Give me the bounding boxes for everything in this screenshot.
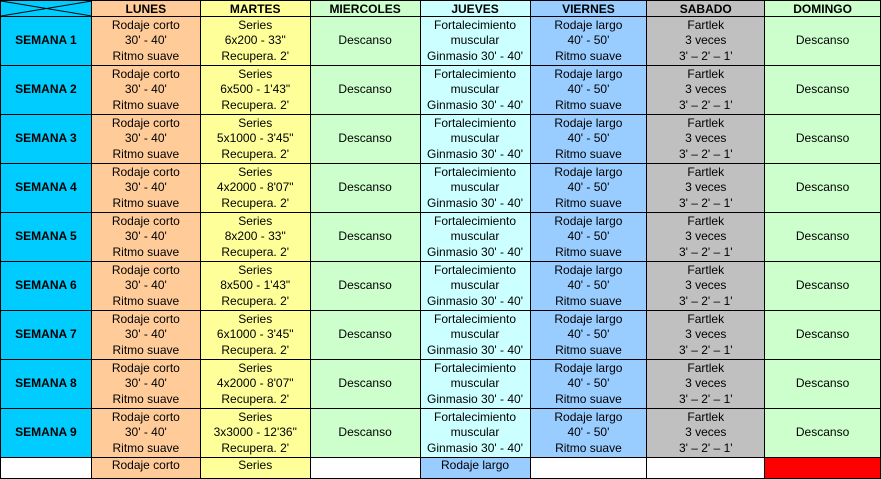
viernes-cell[interactable] bbox=[530, 17, 647, 66]
sabado-line: Fartlek bbox=[687, 214, 725, 229]
sabado-line: Fartlek bbox=[687, 18, 725, 33]
week-row bbox=[1, 360, 881, 409]
martes-line: Series bbox=[238, 263, 273, 278]
partial-sabado-cell[interactable] bbox=[647, 458, 765, 479]
martes-cell[interactable] bbox=[200, 409, 310, 458]
martes-line: Series bbox=[238, 361, 273, 376]
jueves-line: Fortalecimiento bbox=[434, 312, 517, 327]
partial-lunes-text: Rodaje corto bbox=[111, 458, 180, 472]
lunes-line: Rodaje corto bbox=[111, 410, 180, 425]
sabado-line: Fartlek bbox=[687, 361, 725, 376]
partial-domingo-cell[interactable] bbox=[765, 458, 881, 479]
jueves-line: Ginmasio 30' - 40' bbox=[427, 146, 523, 161]
lunes-line: Ritmo suave bbox=[112, 48, 180, 63]
lunes-line: Ritmo suave bbox=[112, 97, 180, 112]
jueves-line: muscular bbox=[450, 327, 500, 342]
jueves-line: Fortalecimiento bbox=[434, 263, 517, 278]
week-label-cell[interactable]: SEMANA 8 bbox=[1, 360, 92, 409]
week-label-cell[interactable]: SEMANA 3 bbox=[1, 115, 92, 164]
viernes-line: 40' - 50' bbox=[567, 82, 610, 97]
jueves-line: muscular bbox=[450, 33, 500, 48]
miercoles-text: Descanso bbox=[338, 376, 392, 391]
jueves-cell[interactable] bbox=[420, 262, 530, 311]
jueves-line: muscular bbox=[450, 278, 500, 293]
jueves-line: Ginmasio 30' - 40' bbox=[427, 342, 523, 357]
partial-row bbox=[1, 458, 881, 479]
martes-cell[interactable] bbox=[200, 311, 310, 360]
viernes-line: Ritmo suave bbox=[555, 391, 622, 406]
lunes-line: Ritmo suave bbox=[112, 195, 180, 210]
sabado-line: 3 veces bbox=[685, 33, 727, 48]
martes-line: 6x200 - 33" bbox=[224, 33, 286, 48]
jueves-line: Fortalecimiento bbox=[434, 410, 517, 425]
partial-martes-text: Series bbox=[238, 458, 273, 472]
martes-line: Recupera. 2' bbox=[221, 48, 290, 63]
sabado-line: 3 veces bbox=[685, 376, 727, 391]
martes-line: Recupera. 2' bbox=[221, 244, 290, 259]
sabado-line: 3 veces bbox=[685, 82, 727, 97]
lunes-cell[interactable] bbox=[91, 115, 200, 164]
miercoles-text: Descanso bbox=[338, 180, 392, 195]
lunes-line: 30' - 40' bbox=[124, 376, 167, 391]
sabado-line: Fartlek bbox=[687, 263, 725, 278]
sabado-line: 3' – 2' – 1' bbox=[678, 97, 733, 112]
viernes-cell[interactable] bbox=[530, 262, 647, 311]
week-label-cell[interactable]: SEMANA 1 bbox=[1, 17, 92, 66]
jueves-line: Fortalecimiento bbox=[434, 116, 517, 131]
sabado-cell[interactable] bbox=[647, 213, 765, 262]
sabado-line: 3' – 2' – 1' bbox=[678, 342, 733, 357]
martes-line: Series bbox=[238, 410, 273, 425]
lunes-cell[interactable] bbox=[91, 360, 200, 409]
viernes-cell[interactable] bbox=[530, 115, 647, 164]
corner-cell bbox=[1, 1, 92, 17]
week-label-cell[interactable]: SEMANA 2 bbox=[1, 66, 92, 115]
viernes-line: Ritmo suave bbox=[555, 440, 622, 455]
viernes-line: Rodaje largo bbox=[554, 361, 623, 376]
domingo-cell[interactable] bbox=[765, 262, 881, 311]
viernes-line: Rodaje largo bbox=[554, 18, 623, 33]
martes-cell[interactable] bbox=[200, 17, 310, 66]
sabado-line: 3 veces bbox=[685, 229, 727, 244]
viernes-line: Ritmo suave bbox=[555, 146, 622, 161]
martes-line: Series bbox=[238, 165, 273, 180]
header-lunes[interactable]: LUNES bbox=[91, 1, 200, 17]
jueves-line: Ginmasio 30' - 40' bbox=[427, 97, 523, 112]
lunes-line: 30' - 40' bbox=[124, 82, 167, 97]
lunes-cell[interactable] bbox=[91, 164, 200, 213]
viernes-line: 40' - 50' bbox=[567, 180, 610, 195]
miercoles-text: Descanso bbox=[338, 131, 392, 146]
viernes-line: Rodaje largo bbox=[554, 263, 623, 278]
sabado-cell[interactable] bbox=[647, 311, 765, 360]
domingo-text: Descanso bbox=[795, 278, 850, 293]
domingo-text: Descanso bbox=[795, 131, 850, 146]
viernes-cell[interactable] bbox=[530, 164, 647, 213]
martes-cell[interactable] bbox=[200, 262, 310, 311]
viernes-line: 40' - 50' bbox=[567, 327, 610, 342]
sabado-line: 3' – 2' – 1' bbox=[678, 244, 733, 259]
viernes-cell[interactable] bbox=[530, 409, 647, 458]
miercoles-text: Descanso bbox=[338, 82, 392, 97]
lunes-line: Rodaje corto bbox=[111, 67, 180, 82]
lunes-cell[interactable] bbox=[91, 213, 200, 262]
sabado-line: 3 veces bbox=[685, 327, 727, 342]
jueves-line: Fortalecimiento bbox=[434, 361, 517, 376]
martes-cell[interactable] bbox=[200, 66, 310, 115]
martes-line: Recupera. 2' bbox=[221, 195, 290, 210]
partial-lunes-cell[interactable] bbox=[91, 458, 200, 479]
martes-cell[interactable] bbox=[200, 213, 310, 262]
domingo-text: Descanso bbox=[795, 33, 850, 48]
lunes-cell[interactable] bbox=[91, 66, 200, 115]
martes-cell[interactable] bbox=[200, 164, 310, 213]
partial-miercoles-cell[interactable] bbox=[310, 458, 420, 479]
header-viernes[interactable]: VIERNES bbox=[530, 1, 647, 17]
viernes-cell[interactable] bbox=[530, 360, 647, 409]
jueves-line: Fortalecimiento bbox=[434, 165, 517, 180]
sabado-line: 3' – 2' – 1' bbox=[678, 293, 733, 308]
viernes-line: Ritmo suave bbox=[555, 293, 622, 308]
martes-line: Recupera. 2' bbox=[221, 391, 290, 406]
lunes-line: Rodaje corto bbox=[111, 361, 180, 376]
lunes-line: 30' - 40' bbox=[124, 327, 167, 342]
lunes-line: Rodaje corto bbox=[111, 18, 180, 33]
sabado-line: 3 veces bbox=[685, 278, 727, 293]
domingo-text: Descanso bbox=[795, 376, 850, 391]
viernes-line: 40' - 50' bbox=[567, 376, 610, 391]
sabado-line: Fartlek bbox=[687, 165, 725, 180]
sabado-line: 3 veces bbox=[685, 180, 727, 195]
jueves-cell[interactable] bbox=[420, 311, 530, 360]
lunes-cell[interactable] bbox=[91, 311, 200, 360]
martes-line: Recupera. 2' bbox=[221, 146, 290, 161]
week-row bbox=[1, 409, 881, 458]
header-martes[interactable]: MARTES bbox=[200, 1, 310, 17]
lunes-line: Rodaje corto bbox=[111, 263, 180, 278]
sabado-line: Fartlek bbox=[687, 312, 725, 327]
viernes-line: Rodaje largo bbox=[554, 410, 623, 425]
sabado-cell[interactable] bbox=[647, 164, 765, 213]
viernes-line: Rodaje largo bbox=[554, 116, 623, 131]
jueves-cell[interactable] bbox=[420, 164, 530, 213]
lunes-line: Ritmo suave bbox=[112, 342, 180, 357]
miercoles-cell[interactable] bbox=[310, 262, 420, 311]
week-label-cell[interactable]: SEMANA 5 bbox=[1, 213, 92, 262]
miercoles-text: Descanso bbox=[338, 327, 392, 342]
lunes-line: Ritmo suave bbox=[112, 146, 180, 161]
lunes-line: 30' - 40' bbox=[124, 278, 167, 293]
miercoles-cell[interactable] bbox=[310, 311, 420, 360]
miercoles-text: Descanso bbox=[338, 278, 392, 293]
miercoles-text: Descanso bbox=[338, 425, 392, 440]
sabado-line: Fartlek bbox=[687, 410, 725, 425]
domingo-cell[interactable] bbox=[765, 213, 881, 262]
lunes-line: 30' - 40' bbox=[124, 229, 167, 244]
lunes-line: Ritmo suave bbox=[112, 244, 180, 259]
martes-line: 8x200 - 33" bbox=[224, 229, 286, 244]
lunes-line: Ritmo suave bbox=[112, 293, 180, 308]
week-row bbox=[1, 311, 881, 360]
domingo-text: Descanso bbox=[795, 82, 850, 97]
jueves-cell[interactable] bbox=[420, 115, 530, 164]
jueves-line: Ginmasio 30' - 40' bbox=[427, 195, 523, 210]
miercoles-cell[interactable] bbox=[310, 66, 420, 115]
jueves-cell[interactable] bbox=[420, 409, 530, 458]
sabado-line: 3' – 2' – 1' bbox=[678, 391, 733, 406]
martes-line: Recupera. 2' bbox=[221, 342, 290, 357]
jueves-line: Fortalecimiento bbox=[434, 18, 517, 33]
martes-line: Series bbox=[238, 67, 273, 82]
viernes-line: Ritmo suave bbox=[555, 244, 622, 259]
martes-line: Recupera. 2' bbox=[221, 293, 290, 308]
week-label-cell[interactable]: SEMANA 7 bbox=[1, 311, 92, 360]
miercoles-text: Descanso bbox=[338, 229, 392, 244]
sabado-line: 3' – 2' – 1' bbox=[678, 195, 733, 210]
jueves-line: muscular bbox=[450, 425, 500, 440]
domingo-cell[interactable] bbox=[765, 360, 881, 409]
miercoles-cell[interactable] bbox=[310, 115, 420, 164]
header-jueves[interactable]: JUEVES bbox=[420, 1, 530, 17]
jueves-line: muscular bbox=[450, 180, 500, 195]
miercoles-cell[interactable] bbox=[310, 164, 420, 213]
domingo-text: Descanso bbox=[795, 229, 850, 244]
viernes-line: 40' - 50' bbox=[567, 131, 610, 146]
header-row bbox=[1, 1, 881, 17]
lunes-cell[interactable] bbox=[91, 17, 200, 66]
lunes-line: Rodaje corto bbox=[111, 165, 180, 180]
martes-line: Recupera. 2' bbox=[221, 440, 290, 455]
jueves-line: muscular bbox=[450, 376, 500, 391]
martes-line: 4x2000 - 8'07" bbox=[216, 180, 294, 195]
domingo-text: Descanso bbox=[795, 425, 850, 440]
viernes-line: Rodaje largo bbox=[554, 312, 623, 327]
lunes-line: 30' - 40' bbox=[124, 425, 167, 440]
miercoles-cell[interactable] bbox=[310, 17, 420, 66]
viernes-line: Rodaje largo bbox=[554, 67, 623, 82]
viernes-line: 40' - 50' bbox=[567, 229, 610, 244]
miercoles-cell[interactable] bbox=[310, 360, 420, 409]
viernes-line: 40' - 50' bbox=[567, 278, 610, 293]
jueves-cell[interactable] bbox=[420, 213, 530, 262]
sabado-line: 3' – 2' – 1' bbox=[678, 440, 733, 455]
martes-line: Series bbox=[238, 116, 273, 131]
domingo-cell[interactable] bbox=[765, 409, 881, 458]
sabado-cell[interactable] bbox=[647, 360, 765, 409]
sabado-line: 3 veces bbox=[685, 425, 727, 440]
domingo-cell[interactable] bbox=[765, 66, 881, 115]
sabado-cell[interactable] bbox=[647, 262, 765, 311]
lunes-line: Ritmo suave bbox=[112, 391, 180, 406]
viernes-line: 40' - 50' bbox=[567, 425, 610, 440]
partial-week-cell[interactable] bbox=[1, 458, 92, 479]
viernes-cell[interactable] bbox=[530, 66, 647, 115]
lunes-line: 30' - 40' bbox=[124, 33, 167, 48]
sabado-cell[interactable] bbox=[647, 17, 765, 66]
viernes-line: Rodaje largo bbox=[554, 214, 623, 229]
viernes-line: Rodaje largo bbox=[554, 165, 623, 180]
week-row bbox=[1, 115, 881, 164]
martes-line: 6x500 - 1'43" bbox=[220, 82, 291, 97]
header-sabado[interactable]: SABADO bbox=[647, 1, 765, 17]
viernes-cell[interactable] bbox=[530, 311, 647, 360]
sabado-line: 3' – 2' – 1' bbox=[678, 48, 733, 63]
week-row bbox=[1, 262, 881, 311]
sabado-line: 3 veces bbox=[685, 131, 727, 146]
martes-line: Series bbox=[238, 214, 273, 229]
domingo-cell[interactable] bbox=[765, 164, 881, 213]
martes-line: 4x2000 - 8'07" bbox=[216, 376, 294, 391]
martes-line: 3x3000 - 12'36" bbox=[213, 425, 297, 440]
martes-line: 5x1000 - 3'45" bbox=[216, 131, 294, 146]
week-row bbox=[1, 213, 881, 262]
sabado-cell[interactable] bbox=[647, 409, 765, 458]
jueves-line: Ginmasio 30' - 40' bbox=[427, 244, 523, 259]
sabado-cell[interactable] bbox=[647, 66, 765, 115]
diagonal-cross-icon bbox=[1, 1, 91, 16]
sabado-line: Fartlek bbox=[687, 116, 725, 131]
sabado-line: 3' – 2' – 1' bbox=[678, 146, 733, 161]
viernes-line: Ritmo suave bbox=[555, 195, 622, 210]
jueves-line: Ginmasio 30' - 40' bbox=[427, 293, 523, 308]
jueves-line: muscular bbox=[450, 82, 500, 97]
partial-martes-cell[interactable] bbox=[200, 458, 310, 479]
jueves-cell[interactable] bbox=[420, 360, 530, 409]
jueves-line: Fortalecimiento bbox=[434, 67, 517, 82]
viernes-line: Ritmo suave bbox=[555, 48, 622, 63]
jueves-line: Fortalecimiento bbox=[434, 214, 517, 229]
martes-line: Series bbox=[238, 18, 273, 33]
jueves-line: Ginmasio 30' - 40' bbox=[427, 440, 523, 455]
viernes-line: Ritmo suave bbox=[555, 97, 622, 112]
viernes-line: 40' - 50' bbox=[567, 33, 610, 48]
lunes-line: 30' - 40' bbox=[124, 180, 167, 195]
jueves-line: Ginmasio 30' - 40' bbox=[427, 48, 523, 63]
header-miercoles[interactable]: MIERCOLES bbox=[310, 1, 420, 17]
viernes-cell[interactable] bbox=[530, 213, 647, 262]
lunes-line: Rodaje corto bbox=[111, 214, 180, 229]
partial-jueves-text: Rodaje largo bbox=[441, 458, 510, 472]
partial-jueves-cell[interactable] bbox=[420, 458, 530, 479]
jueves-cell[interactable] bbox=[420, 66, 530, 115]
miercoles-cell[interactable] bbox=[310, 409, 420, 458]
miercoles-text: Descanso bbox=[338, 33, 392, 48]
martes-line: 8x500 - 1'43" bbox=[220, 278, 291, 293]
viernes-line: Ritmo suave bbox=[555, 342, 622, 357]
jueves-line: muscular bbox=[450, 229, 500, 244]
lunes-cell[interactable] bbox=[91, 409, 200, 458]
martes-line: 6x1000 - 3'45" bbox=[216, 327, 294, 342]
week-row bbox=[1, 164, 881, 213]
lunes-cell[interactable] bbox=[91, 262, 200, 311]
domingo-text: Descanso bbox=[795, 327, 850, 342]
week-row bbox=[1, 66, 881, 115]
domingo-cell[interactable] bbox=[765, 17, 881, 66]
week-label-cell[interactable]: SEMANA 4 bbox=[1, 164, 92, 213]
domingo-cell[interactable] bbox=[765, 311, 881, 360]
martes-cell[interactable] bbox=[200, 115, 310, 164]
domingo-text: Descanso bbox=[795, 180, 850, 195]
lunes-line: Rodaje corto bbox=[111, 312, 180, 327]
sabado-cell[interactable] bbox=[647, 115, 765, 164]
martes-line: Recupera. 2' bbox=[221, 97, 290, 112]
partial-viernes-cell[interactable] bbox=[530, 458, 647, 479]
week-label-cell[interactable]: SEMANA 6 bbox=[1, 262, 92, 311]
domingo-cell[interactable] bbox=[765, 115, 881, 164]
jueves-cell[interactable] bbox=[420, 17, 530, 66]
sabado-line: Fartlek bbox=[687, 67, 725, 82]
lunes-line: Ritmo suave bbox=[112, 440, 180, 455]
week-row bbox=[1, 17, 881, 66]
miercoles-cell[interactable] bbox=[310, 213, 420, 262]
lunes-line: 30' - 40' bbox=[124, 131, 167, 146]
martes-line: Series bbox=[238, 312, 273, 327]
martes-cell[interactable] bbox=[200, 360, 310, 409]
jueves-line: Ginmasio 30' - 40' bbox=[427, 391, 523, 406]
header-domingo[interactable]: DOMINGO bbox=[765, 1, 881, 17]
lunes-line: Rodaje corto bbox=[111, 116, 180, 131]
week-label-cell[interactable]: SEMANA 9 bbox=[1, 409, 92, 458]
jueves-line: muscular bbox=[450, 131, 500, 146]
